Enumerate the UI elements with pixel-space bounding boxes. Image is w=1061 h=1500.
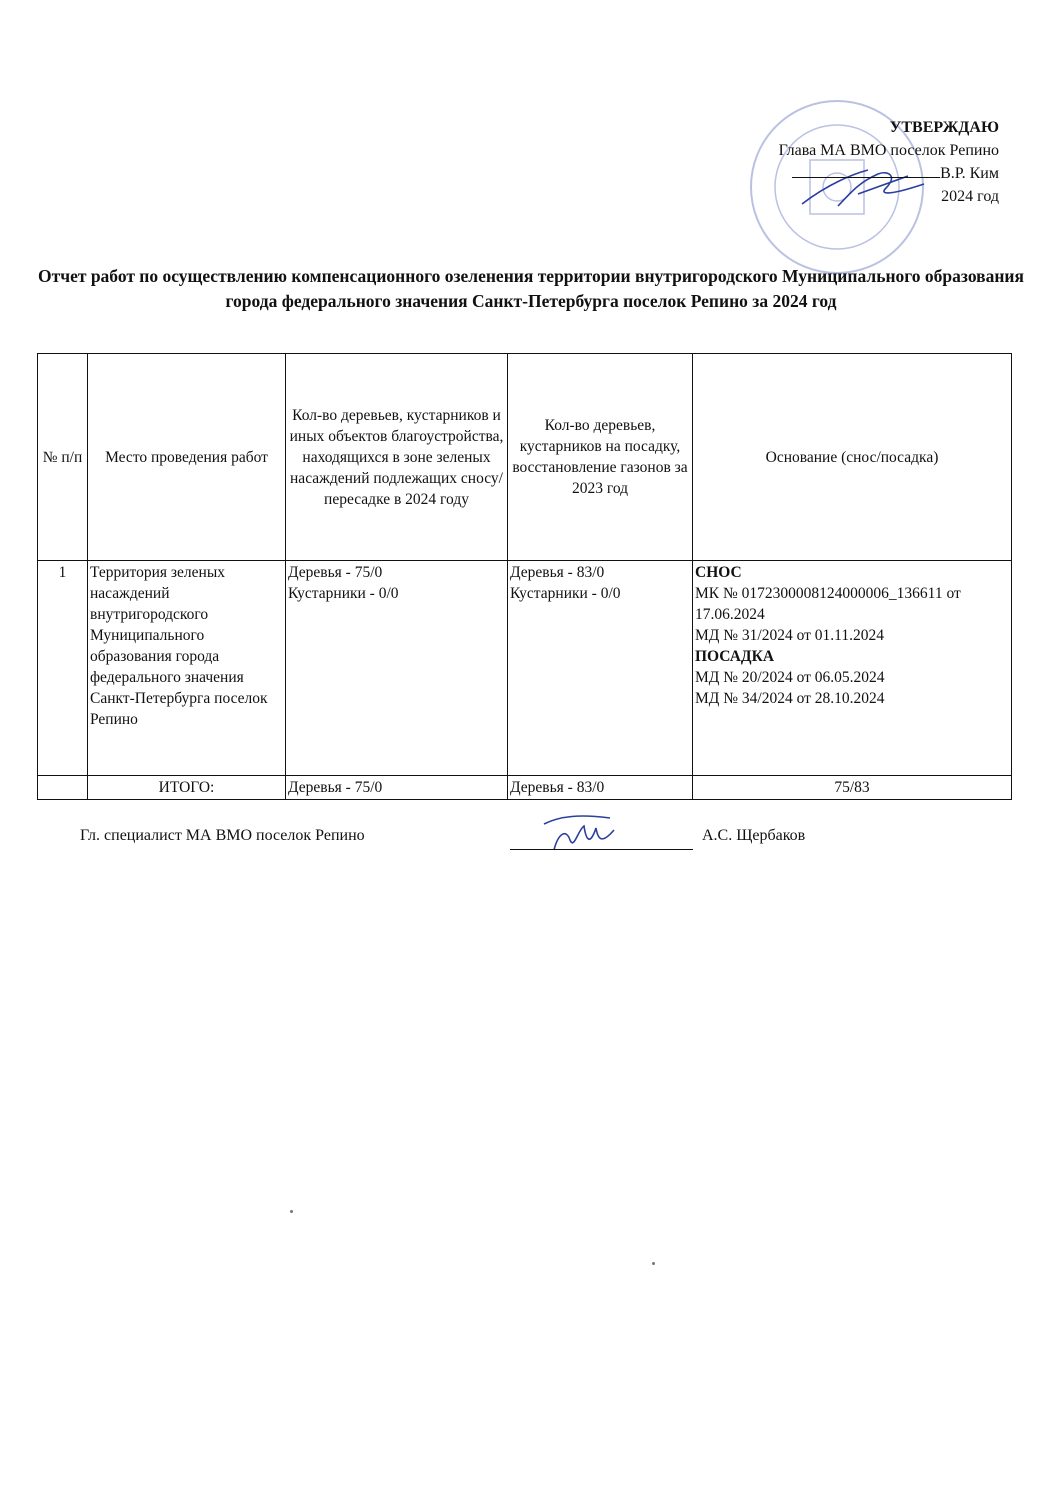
- approval-block: [779, 116, 999, 208]
- row-number: 1: [38, 561, 88, 776]
- table-row: [38, 561, 1012, 776]
- table-total-row: [38, 776, 1012, 800]
- total-empty-cell: [38, 776, 88, 800]
- footer-signature-line: [510, 849, 693, 850]
- row-basis: [693, 561, 1012, 776]
- basis-removal-heading: СНОС: [695, 564, 742, 581]
- total-label: ИТОГО:: [88, 776, 286, 800]
- total-planting: Деревья - 83/0: [508, 776, 693, 800]
- row-removal: [286, 561, 508, 776]
- basis-removal-line: МК № 0172300008124000006_136611 от 17.06.2024: [695, 585, 961, 623]
- footer-signature-row: [80, 827, 1020, 857]
- planting-trees: Деревья - 83/0: [510, 564, 605, 581]
- scan-speck: [290, 1210, 293, 1213]
- table-header-row: [38, 354, 1012, 561]
- planting-shrubs: Кустарники - 0/0: [510, 585, 621, 602]
- header-planting: Кол-во деревьев, кустарников на посадку, восстановление газонов за 2023 год: [508, 354, 693, 561]
- removal-shrubs: Кустарники - 0/0: [288, 585, 399, 602]
- removal-trees: Деревья - 75/0: [288, 564, 383, 581]
- header-removal: Кол-во деревьев, кустарников и иных объектов благоустройства, находящихся в зоне зеленых насаждений подлежащих сносу/пересадке в 2024 году: [286, 354, 508, 561]
- basis-planting-line: МД № 20/2024 от 06.05.2024: [695, 669, 885, 686]
- total-removal: Деревья - 75/0: [286, 776, 508, 800]
- approval-year: 2024 год: [941, 188, 999, 205]
- approval-name: В.Р. Ким: [940, 165, 999, 182]
- approval-heading: УТВЕРЖДАЮ: [889, 119, 999, 136]
- document-title: Отчет работ по осуществлению компенсационного озеленения территории внутригородского Муниципального образования города федерального значения Санкт-Петербурга поселок Репино за 2024 год: [38, 266, 1024, 311]
- total-basis: 75/83: [693, 776, 1012, 800]
- row-planting: [508, 561, 693, 776]
- basis-planting-heading: ПОСАДКА: [695, 648, 775, 665]
- basis-planting-line: МД № 34/2024 от 28.10.2024: [695, 690, 885, 707]
- header-basis: Основание (снос/посадка): [693, 354, 1012, 561]
- signature-underline: [792, 163, 940, 178]
- header-number: № п/п: [38, 354, 88, 561]
- header-place: Место проведения работ: [88, 354, 286, 561]
- report-table: [37, 353, 1012, 800]
- footer-name: А.С. Щербаков: [702, 827, 806, 844]
- scan-speck: [652, 1262, 655, 1265]
- approval-signature-line: [779, 162, 999, 185]
- basis-removal-line: МД № 31/2024 от 01.11.2024: [695, 627, 884, 644]
- approval-position: Глава МА ВМО поселок Репино: [778, 142, 999, 159]
- row-place: Территория зеленых насаждений внутригородского Муниципального образования города федерального значения Санкт-Петербурга поселок Репино: [88, 561, 286, 776]
- footer-position: Гл. специалист МА ВМО поселок Репино: [80, 827, 365, 844]
